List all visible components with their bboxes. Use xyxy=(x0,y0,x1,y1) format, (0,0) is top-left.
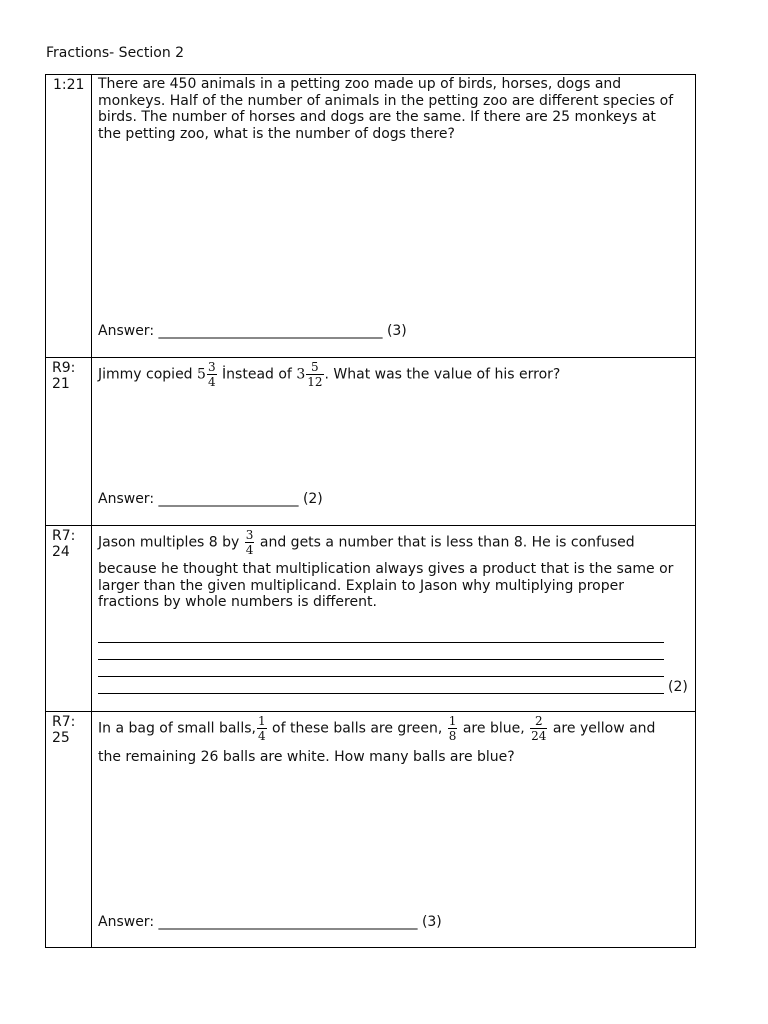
question-number: R9: 21 xyxy=(52,360,76,392)
question-row-3 xyxy=(46,526,695,712)
question-text-part: . What was the value of his error? xyxy=(324,366,561,383)
fraction xyxy=(257,714,267,743)
question-text-part: are blue, xyxy=(458,720,530,737)
fraction xyxy=(245,528,255,557)
answer-label: Answer: ________________________________ xyxy=(98,323,383,339)
questions-table xyxy=(45,74,696,948)
question-text-part: and gets a number that is less than 8. He is confused xyxy=(255,534,635,551)
denominator: 24 xyxy=(531,729,547,743)
question-text xyxy=(98,360,681,389)
writing-line xyxy=(98,642,664,643)
denominator: 8 xyxy=(448,729,457,743)
question-text-part: In a bag of small balls, xyxy=(98,720,256,737)
numerator: 3 xyxy=(245,528,254,542)
question-text-part: the remaining 26 balls are white. How many balls are blue? xyxy=(98,749,515,765)
question-text xyxy=(98,714,681,766)
question-row-2 xyxy=(46,358,695,526)
question-text-part: Jimmy copied xyxy=(98,366,198,383)
question-text-part: because he thought that multiplication always gives a product that is the same or larger than the given multiplicand. Explain to Jason why multiplying proper fractions by whole numbers is different. xyxy=(98,561,674,610)
marks: (3) xyxy=(421,914,442,930)
answer-line xyxy=(98,323,407,339)
writing-line xyxy=(98,676,664,677)
question-text xyxy=(98,528,681,611)
fraction xyxy=(306,360,323,389)
question-row-1 xyxy=(46,75,695,358)
question-text-part: Jason multiples 8 by xyxy=(98,534,244,551)
fraction xyxy=(530,714,547,743)
answer-line xyxy=(98,914,442,930)
numerator: 3 xyxy=(207,360,216,374)
writing-line xyxy=(98,693,664,694)
answer-label: Answer: ____________________ xyxy=(98,491,299,507)
marks: (2) xyxy=(668,679,688,695)
question-number: R7: 24 xyxy=(52,528,76,560)
question-number: 1:21 xyxy=(53,77,85,93)
mixed-number-whole: 3 xyxy=(296,366,306,383)
marks: (3) xyxy=(386,323,407,339)
question-text-part: are yellow and xyxy=(548,720,656,737)
fraction xyxy=(448,714,458,743)
numerator: 2 xyxy=(530,714,547,729)
denominator: 4 xyxy=(257,729,266,743)
denominator: 4 xyxy=(207,375,216,389)
numerator: 1 xyxy=(257,714,266,728)
page-title: Fractions- Section 2 xyxy=(46,45,185,61)
denominator: 12 xyxy=(307,375,323,389)
writing-line xyxy=(98,659,664,660)
numerator: 5 xyxy=(306,360,323,375)
marks: (2) xyxy=(302,491,323,507)
question-row-4 xyxy=(46,712,695,948)
question-text-part: of these balls are green, xyxy=(267,720,447,737)
question-number: R7: 25 xyxy=(52,714,76,746)
answer-line xyxy=(98,491,323,507)
fraction xyxy=(207,360,217,389)
answer-label: Answer: _____________________________________ xyxy=(98,914,418,930)
question-text: There are 450 animals in a petting zoo made up of birds, horses, dogs and monkeys. Half of the number of animals in the petting zoo are different species of birds. The number of horses and dogs are the same. If there are 25 monkeys at the petting zoo, what is the number of dogs there? xyxy=(98,76,674,142)
denominator: 4 xyxy=(245,543,254,557)
mixed-number-whole: 5 xyxy=(197,366,206,383)
question-text-part: İnstead of xyxy=(217,366,297,383)
numerator: 1 xyxy=(448,714,457,728)
